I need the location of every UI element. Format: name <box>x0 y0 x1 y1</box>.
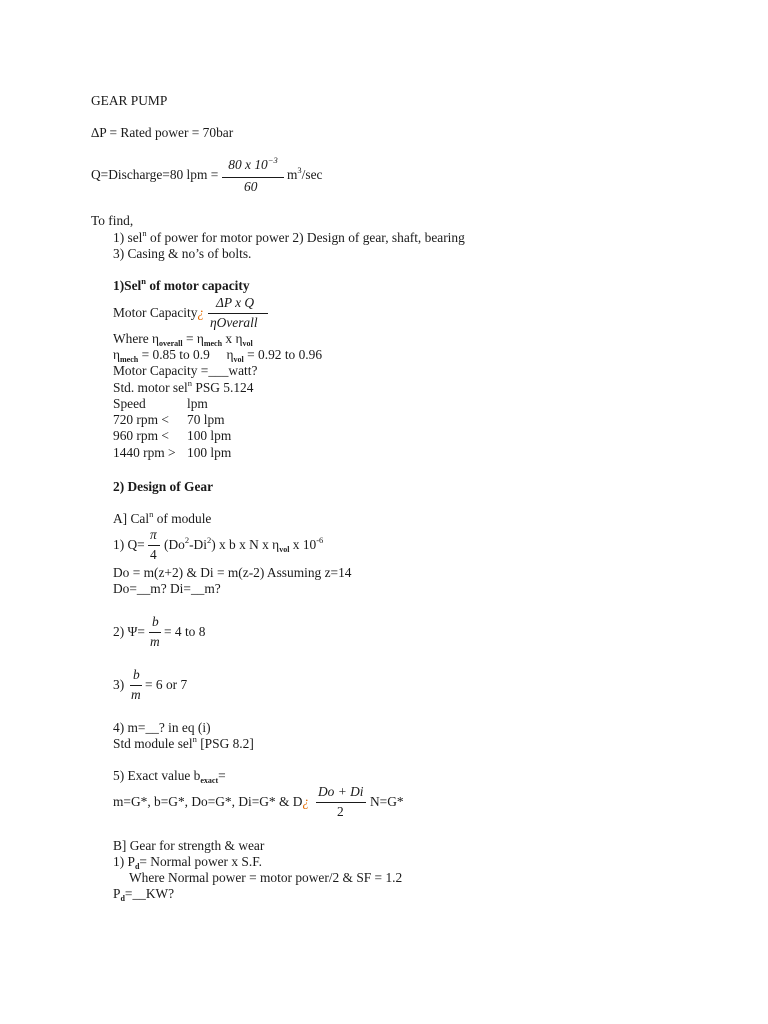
mean-diameter-numerator: Do + Di <box>318 784 364 799</box>
fraction-bar <box>149 632 161 633</box>
discharge-fraction <box>222 157 284 173</box>
fraction-bar <box>208 313 268 314</box>
speed-table-header-lpm: lpm <box>187 396 208 411</box>
mean-diameter-denominator: 2 <box>337 804 344 819</box>
equation-2-prefix: 2) Ψ= <box>113 624 145 639</box>
discharge-numerator: 80 x $10^{-3}$ <box>228 155 278 172</box>
equation-1-prefix: 1) Q= <box>113 537 145 552</box>
equation-3-prefix: 3) <box>113 677 125 692</box>
motor-capacity-denominator: ηOverall <box>210 315 258 330</box>
motor-capacity-label: Motor Capacity¿ <box>113 305 205 320</box>
equation-2-denominator: m <box>150 634 160 649</box>
pi-symbol: π <box>150 527 157 542</box>
speed-table-cell: 720 rpm < <box>113 412 169 427</box>
fraction-bar <box>148 545 160 546</box>
speed-table-cell: 1440 rpm > <box>113 445 176 460</box>
design-power-formula: 1) $P_d=$ Normal power x S.F. <box>113 854 262 871</box>
gear-values-line: m=G*, b=G*, Do=G*, Di=G* & D¿ <box>113 794 310 809</box>
design-power-result: $P_d=\_\_KW$? <box>113 886 175 903</box>
std-module-selection: Std module sel$^n$ [PSG 8.2] <box>113 734 254 751</box>
speed-table-cell: 100 lpm <box>187 428 232 443</box>
equation-4: 4) m=__? in eq (i) <box>113 720 211 735</box>
motor-capacity-result: Motor Capacity =___watt? <box>113 363 258 378</box>
std-motor-selection: Std. motor sel$^n$ PSG 5.124 <box>113 378 254 395</box>
equation-2-result: = 4 to 8 <box>164 624 206 639</box>
equation-3-result: = 6 or 7 <box>145 677 188 692</box>
page-title: GEAR PUMP <box>91 93 168 108</box>
speed-table-cell: 100 lpm <box>187 445 232 460</box>
speed-value: N=G* <box>370 794 404 809</box>
discharge-prefix: Q=Discharge=80 lpm = <box>91 167 219 182</box>
normal-power-definition: Where Normal power = motor power/2 & SF = 1.2 <box>129 870 403 885</box>
to-find-heading: To find, <box>91 213 134 228</box>
section-1-heading: 1)Sel$^n$ of motor capacity <box>113 276 250 293</box>
efficiency-definition: Where $\eta_{overall} = \eta_{mech}$ x $\eta_{vol}$ <box>113 331 253 348</box>
do-di-question: Do=__m? Di=__m? <box>113 581 221 596</box>
discharge-unit: $m^3/\sec$ <box>287 165 323 182</box>
to-find-item-1: 1) sel$^n$ of power for motor power 2) Design of gear, shaft, bearing <box>113 228 465 245</box>
equation-5: 5) Exact value $b_{exact}=$ <box>113 768 226 785</box>
to-find-item-2: 3) Casing & no’s of bolts. <box>113 246 252 261</box>
four-denominator: 4 <box>150 547 157 562</box>
do-di-relation: Do = m(z+2) & Di = m(z-2) Assuming z=14 <box>113 565 352 580</box>
equation-3-denominator: m <box>131 687 141 702</box>
speed-table-cell: 70 lpm <box>187 412 225 427</box>
equation-2-numerator: b <box>152 614 159 629</box>
section-2-heading: 2) Design of Gear <box>113 479 214 494</box>
fraction-bar <box>316 802 366 803</box>
strength-wear-heading: B] Gear for strength & wear <box>113 838 265 853</box>
module-calc-heading: A] Cal$^n$ of module <box>113 509 212 526</box>
fraction-bar <box>222 177 284 178</box>
speed-table-header-speed: Speed <box>113 396 146 411</box>
discharge-denominator: 60 <box>244 179 258 194</box>
equation-1-body: (Do$^2$-Di$^2$) x b x N x $\eta_{vol}$ x $10^{-6}$ <box>164 535 324 554</box>
equation-3-numerator: b <box>133 667 140 682</box>
motor-capacity-numerator: ΔP x Q <box>216 295 255 310</box>
fraction-bar <box>130 685 142 686</box>
efficiency-values: $\eta_{mech} = 0.85$ to 0.9 $\eta_{vol} = 0.92$ to 0.96 <box>113 347 323 364</box>
speed-table-cell: 960 rpm < <box>113 428 169 443</box>
rated-pressure-line: ∆P = Rated power = 70bar <box>91 125 234 140</box>
